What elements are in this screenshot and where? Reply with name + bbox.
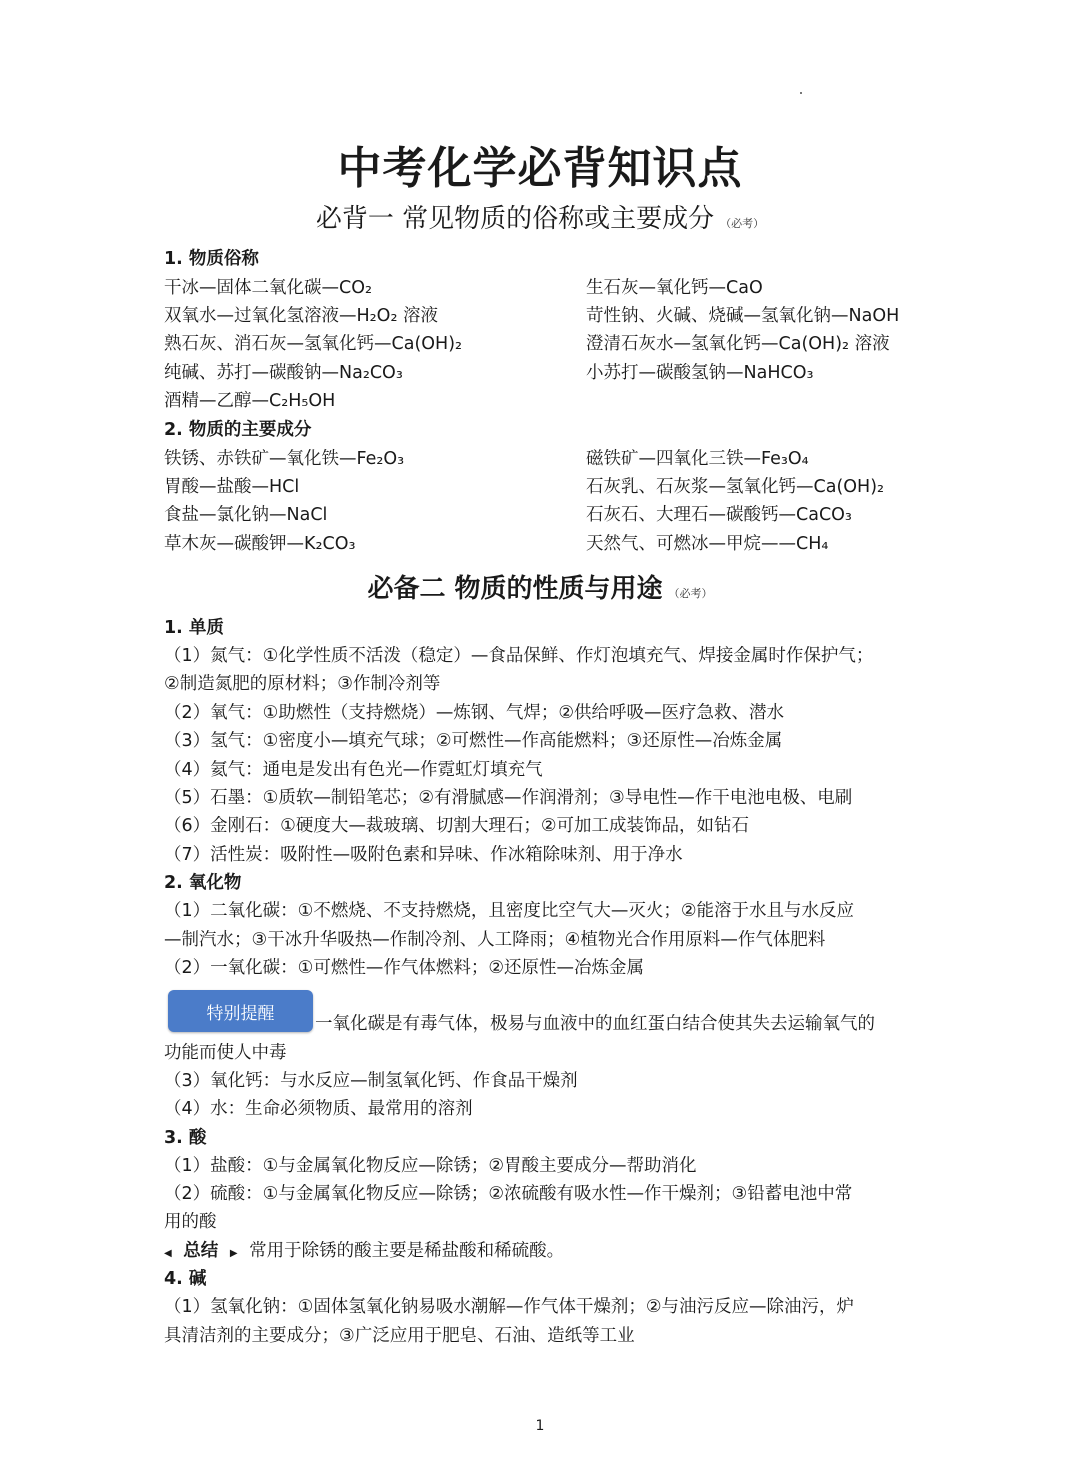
- section1-tag: （必考）: [720, 217, 765, 230]
- sec2-b-line-10: （1）氢氧化钠：①固体氢氧化钠易吸水潮解—作气体干燥剂；②与油污反应—除油污，炉: [164, 1297, 855, 1317]
- name-right-1: 苛性钠、火碱、烧碱—氢氧化钠—NaOH: [586, 306, 900, 326]
- comp-right-1: 石灰乳、石灰浆—氢氧化钙—Ca(OH)₂: [586, 477, 885, 497]
- sec2-line-6: （5）石墨：①质软—制铅笔芯；②有滑腻感—作润滑剂；③导电性—作干电池电极、电刷: [164, 788, 853, 808]
- sec2-line-5: （4）氦气：通电是发出有色光—作霓虹灯填充气: [164, 760, 543, 780]
- section1-sub2: 2. 物质的主要成分: [164, 420, 312, 440]
- sec2-b-line-11: 具清洁剂的主要成分；③广泛应用于肥皂、石油、造纸等工业: [164, 1326, 635, 1346]
- sec2-b-line-5: （2）硫酸：①与金属氧化物反应—除锈；②浓硫酸有吸水性—作干燥剂；③铅蓄电池中常: [164, 1184, 853, 1204]
- sec2-line-10: （1）二氧化碳：①不燃烧、不支持燃烧，且密度比空气大—灭火；②能溶于水且与水反应: [164, 901, 855, 921]
- sec2-b-line-2: （4）水：生命必须物质、最常用的溶剂: [164, 1099, 473, 1119]
- name-right-2: 澄清石灰水—氢氧化钙—Ca(OH)₂ 溶液: [586, 334, 890, 354]
- sec2-line-1: （1）氮气：①化学性质不活泼（稳定）—食品保鲜、作灯泡填充气、焊接金属时作保护气；: [164, 646, 874, 666]
- name-left-4: 酒精—乙醇—C₂H₅OH: [164, 391, 336, 411]
- comp-left-2: 食盐—氯化钠—NaCl: [164, 505, 328, 525]
- section1-heading: [0, 198, 1080, 235]
- section2-heading-text: 必备二 物质的性质与用途: [367, 574, 663, 604]
- bullet-left-icon: ◀: [164, 1248, 172, 1259]
- sec2-line-0: 1. 单质: [164, 618, 224, 638]
- comp-right-3: 天然气、可燃冰—甲烷——CH₄: [586, 534, 829, 554]
- name-left-1: 双氧水—过氧化氢溶液—H₂O₂ 溶液: [164, 306, 439, 326]
- name-left-0: 干冰—固体二氧化碳—CO₂: [164, 278, 373, 298]
- page-number: 1: [535, 1418, 545, 1434]
- sec2-line-2: ②制造氮肥的原材料；③作制冷剂等: [164, 674, 441, 694]
- comp-right-0: 磁铁矿—四氧化三铁—Fe₃O₄: [586, 449, 809, 469]
- sec2-line-7: （6）金刚石：①硬度大—裁玻璃、切割大理石；②可加工成装饰品，如钻石: [164, 816, 750, 836]
- summary-label: 总结: [183, 1241, 219, 1261]
- sec2-b-line-1: （3）氧化钙：与水反应—制氢氧化钙、作食品干燥剂: [164, 1071, 578, 1091]
- section1-heading-text: 必背一 常见物质的俗称或主要成分: [315, 204, 715, 234]
- sec2-b-line-9: 4. 碱: [164, 1269, 207, 1289]
- sec2-b-line-4: （1）盐酸：①与金属氧化物反应—除锈；②胃酸主要成分—帮助消化: [164, 1156, 697, 1176]
- tip-text: 一氧化碳是有毒气体，极易与血液中的血红蛋白结合使其失去运输氧气的: [315, 1014, 875, 1034]
- name-left-3: 纯碱、苏打—碳酸钠—Na₂CO₃: [164, 363, 403, 383]
- sec2-line-11: —制汽水；③干冰升华吸热—作制冷剂、人工降雨；④植物光合作用原料—作气体肥料: [164, 930, 826, 950]
- sec2-line-4: （3）氢气：①密度小—填充气球；②可燃性—作高能燃料；③还原性—冶炼金属: [164, 731, 783, 751]
- section1-sub1: 1. 物质俗称: [164, 249, 259, 269]
- comp-right-2: 石灰石、大理石—碳酸钙—CaCO₃: [586, 505, 852, 525]
- bullet-right-icon: ▶: [229, 1248, 238, 1259]
- name-right-0: 生石灰—氧化钙—CaO: [586, 278, 763, 298]
- tip-badge: 特别提醒: [168, 990, 313, 1032]
- name-right-3: 小苏打—碳酸氢钠—NaHCO₃: [586, 363, 814, 383]
- sec2-line-9: 2. 氧化物: [164, 873, 242, 893]
- sec2-line-3: （2）氧气：①助燃性（支持燃烧）—炼钢、气焊；②供给呼吸—医疗急救、潜水: [164, 703, 785, 723]
- sec2-b-line-6: 用的酸: [164, 1212, 217, 1232]
- sec2-line-12: （2）一氧化碳：①可燃性—作气体燃料；②还原性—冶炼金属: [164, 958, 645, 978]
- page-title: 中考化学必背知识点: [337, 143, 743, 194]
- name-left-2: 熟石灰、消石灰—氢氧化钙—Ca(OH)₂: [164, 334, 463, 354]
- sec2-b-line-0: 功能而使人中毒: [164, 1043, 287, 1063]
- comp-left-0: 铁锈、赤铁矿—氧化铁—Fe₂O₃: [164, 449, 405, 469]
- comp-left-1: 胃酸—盐酸—HCl: [164, 477, 300, 497]
- speck: [800, 92, 802, 94]
- summary-text: 常用于除锈的酸主要是稀盐酸和稀硫酸。: [249, 1241, 565, 1261]
- sec2-line-8: （7）活性炭：吸附性—吸附色素和异味、作冰箱除味剂、用于净水: [164, 845, 683, 865]
- section2-tag: （必考）: [668, 587, 713, 600]
- section2-heading: [0, 568, 1080, 605]
- summary-line: [164, 1238, 564, 1267]
- comp-left-3: 草木灰—碳酸钾—K₂CO₃: [164, 534, 356, 554]
- sec2-b-line-3: 3. 酸: [164, 1128, 207, 1148]
